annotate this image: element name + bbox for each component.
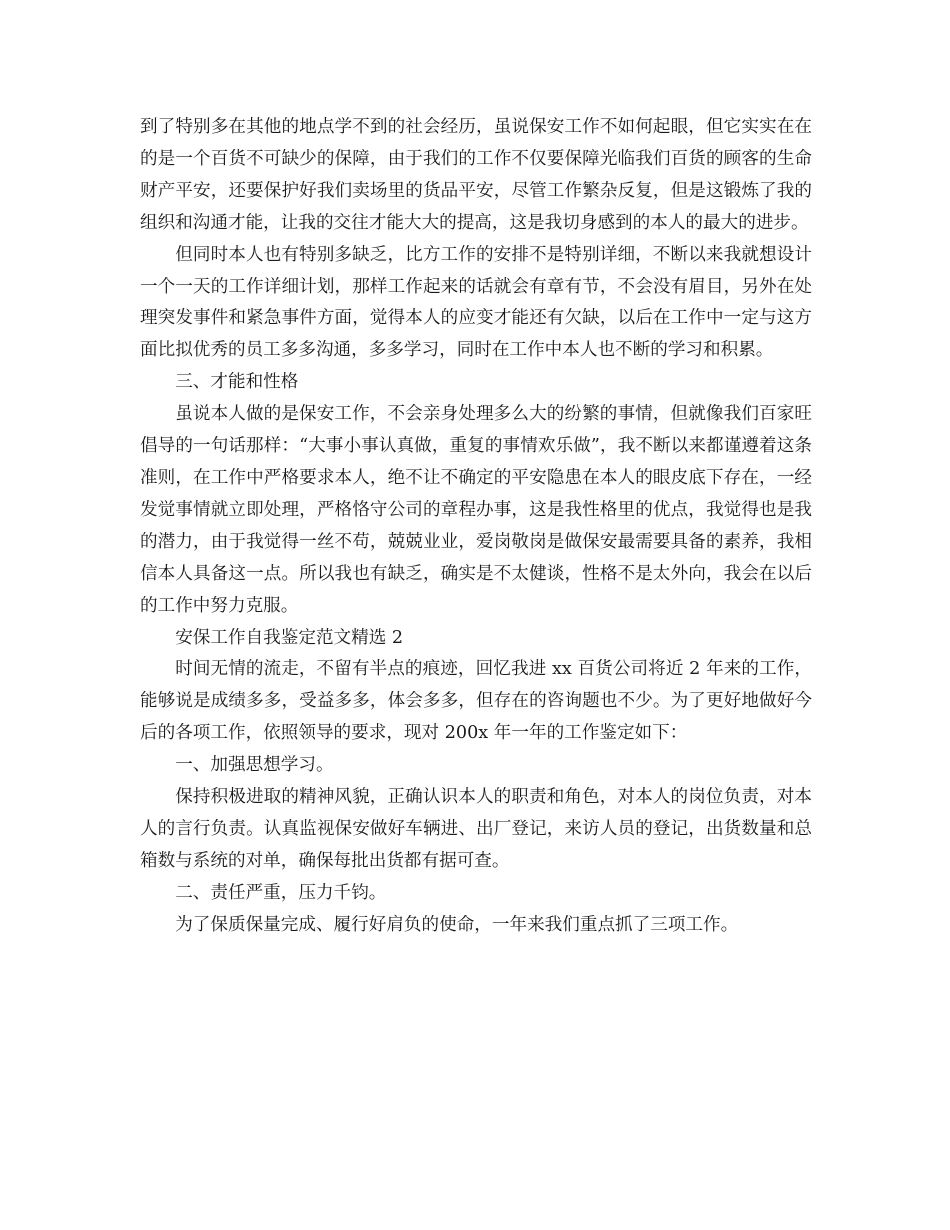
section-heading-study: 一、加强思想学习。 (175, 755, 334, 776)
paragraph-three-tasks: 为了保质保量完成、履行好肩负的使命，一年来我们重点抓了三项工作。 (175, 914, 739, 935)
paragraph-shortcomings: 但同时本人也有特别多缺乏，比方工作的安排不是特别详细，不断以来我就想设计一个一天的工作详细计划，那样工作起来的话就会有章有节，不会没有眉目，另外在处理突发事件和紧急事件方面，觉得本人的应变才能还有欠缺，以后在工作中一定与这方面比拟优秀的员工多多沟通，多多学习，同时在工作中本人也不断的学习和积累。 (140, 244, 812, 361)
paragraph-social-experience: 到了特别多在其他的地点学不到的社会经历，虽说保安工作不如何起眼，但它实实在在的是一个百货不可缺少的保障，由于我们的工作不仅要保障光临我们百货的顾客的生命财产平安，还要保护好我们卖场里的货品平安，尽管工作繁杂反复，但是这锻炼了我的组织和沟通才能，让我的交往才能大大的提高，这是我切身感到的本人的最大的进步。 (140, 117, 812, 233)
section-heading-responsibility: 二、责任严重，压力千钧。 (175, 882, 387, 903)
section-heading-ability-character: 三、才能和性格 (175, 372, 299, 393)
paragraph-study: 保持积极进取的精神风貌，正确认识本人的职责和角色，对本人的岗位负责，对本人的言行负责。认真监视保安做好车辆进、出厂登记，来访人员的登记，出货数量和总箱数与系统的对单，确保每批出货都有据可查。 (140, 787, 812, 871)
article-title-2: 安保工作自我鉴定范文精选 2 (175, 627, 404, 648)
paragraph-intro-2: 时间无情的流走，不留有半点的痕迹，回忆我进 xx 百货公司将近 2 年来的工作，能够说是成绩多多，受益多多，体会多多，但存在的咨询题也不少。为了更好地做好今后的各项工作，依照领导的要求，现对 200x 年一年的工作鉴定如下： (140, 659, 812, 744)
paragraph-character: 虽说本人做的是保安工作，不会亲身处理多么大的纷繁的事情，但就像我们百家旺倡导的一句话那样：“大事小事认真做，重复的事情欢乐做”，我不断以来都谨遵着这条准则，在工作中严格要求本人，绝不让不确定的平安隐患在本人的眼皮底下存在，一经发觉事情就立即处理，严格恪守公司的章程办事，这是我性格里的优点，我觉得也是我的潜力，由于我觉得一丝不苟，兢兢业业，爱岗敬岗是做保安最需要具备的素养，我相信本人具备这一点。所以我也有缺乏，确实是不太健谈，性格不是太外向，我会在以后的工作中努力克服。 (140, 404, 812, 616)
document-body (140, 112, 812, 942)
